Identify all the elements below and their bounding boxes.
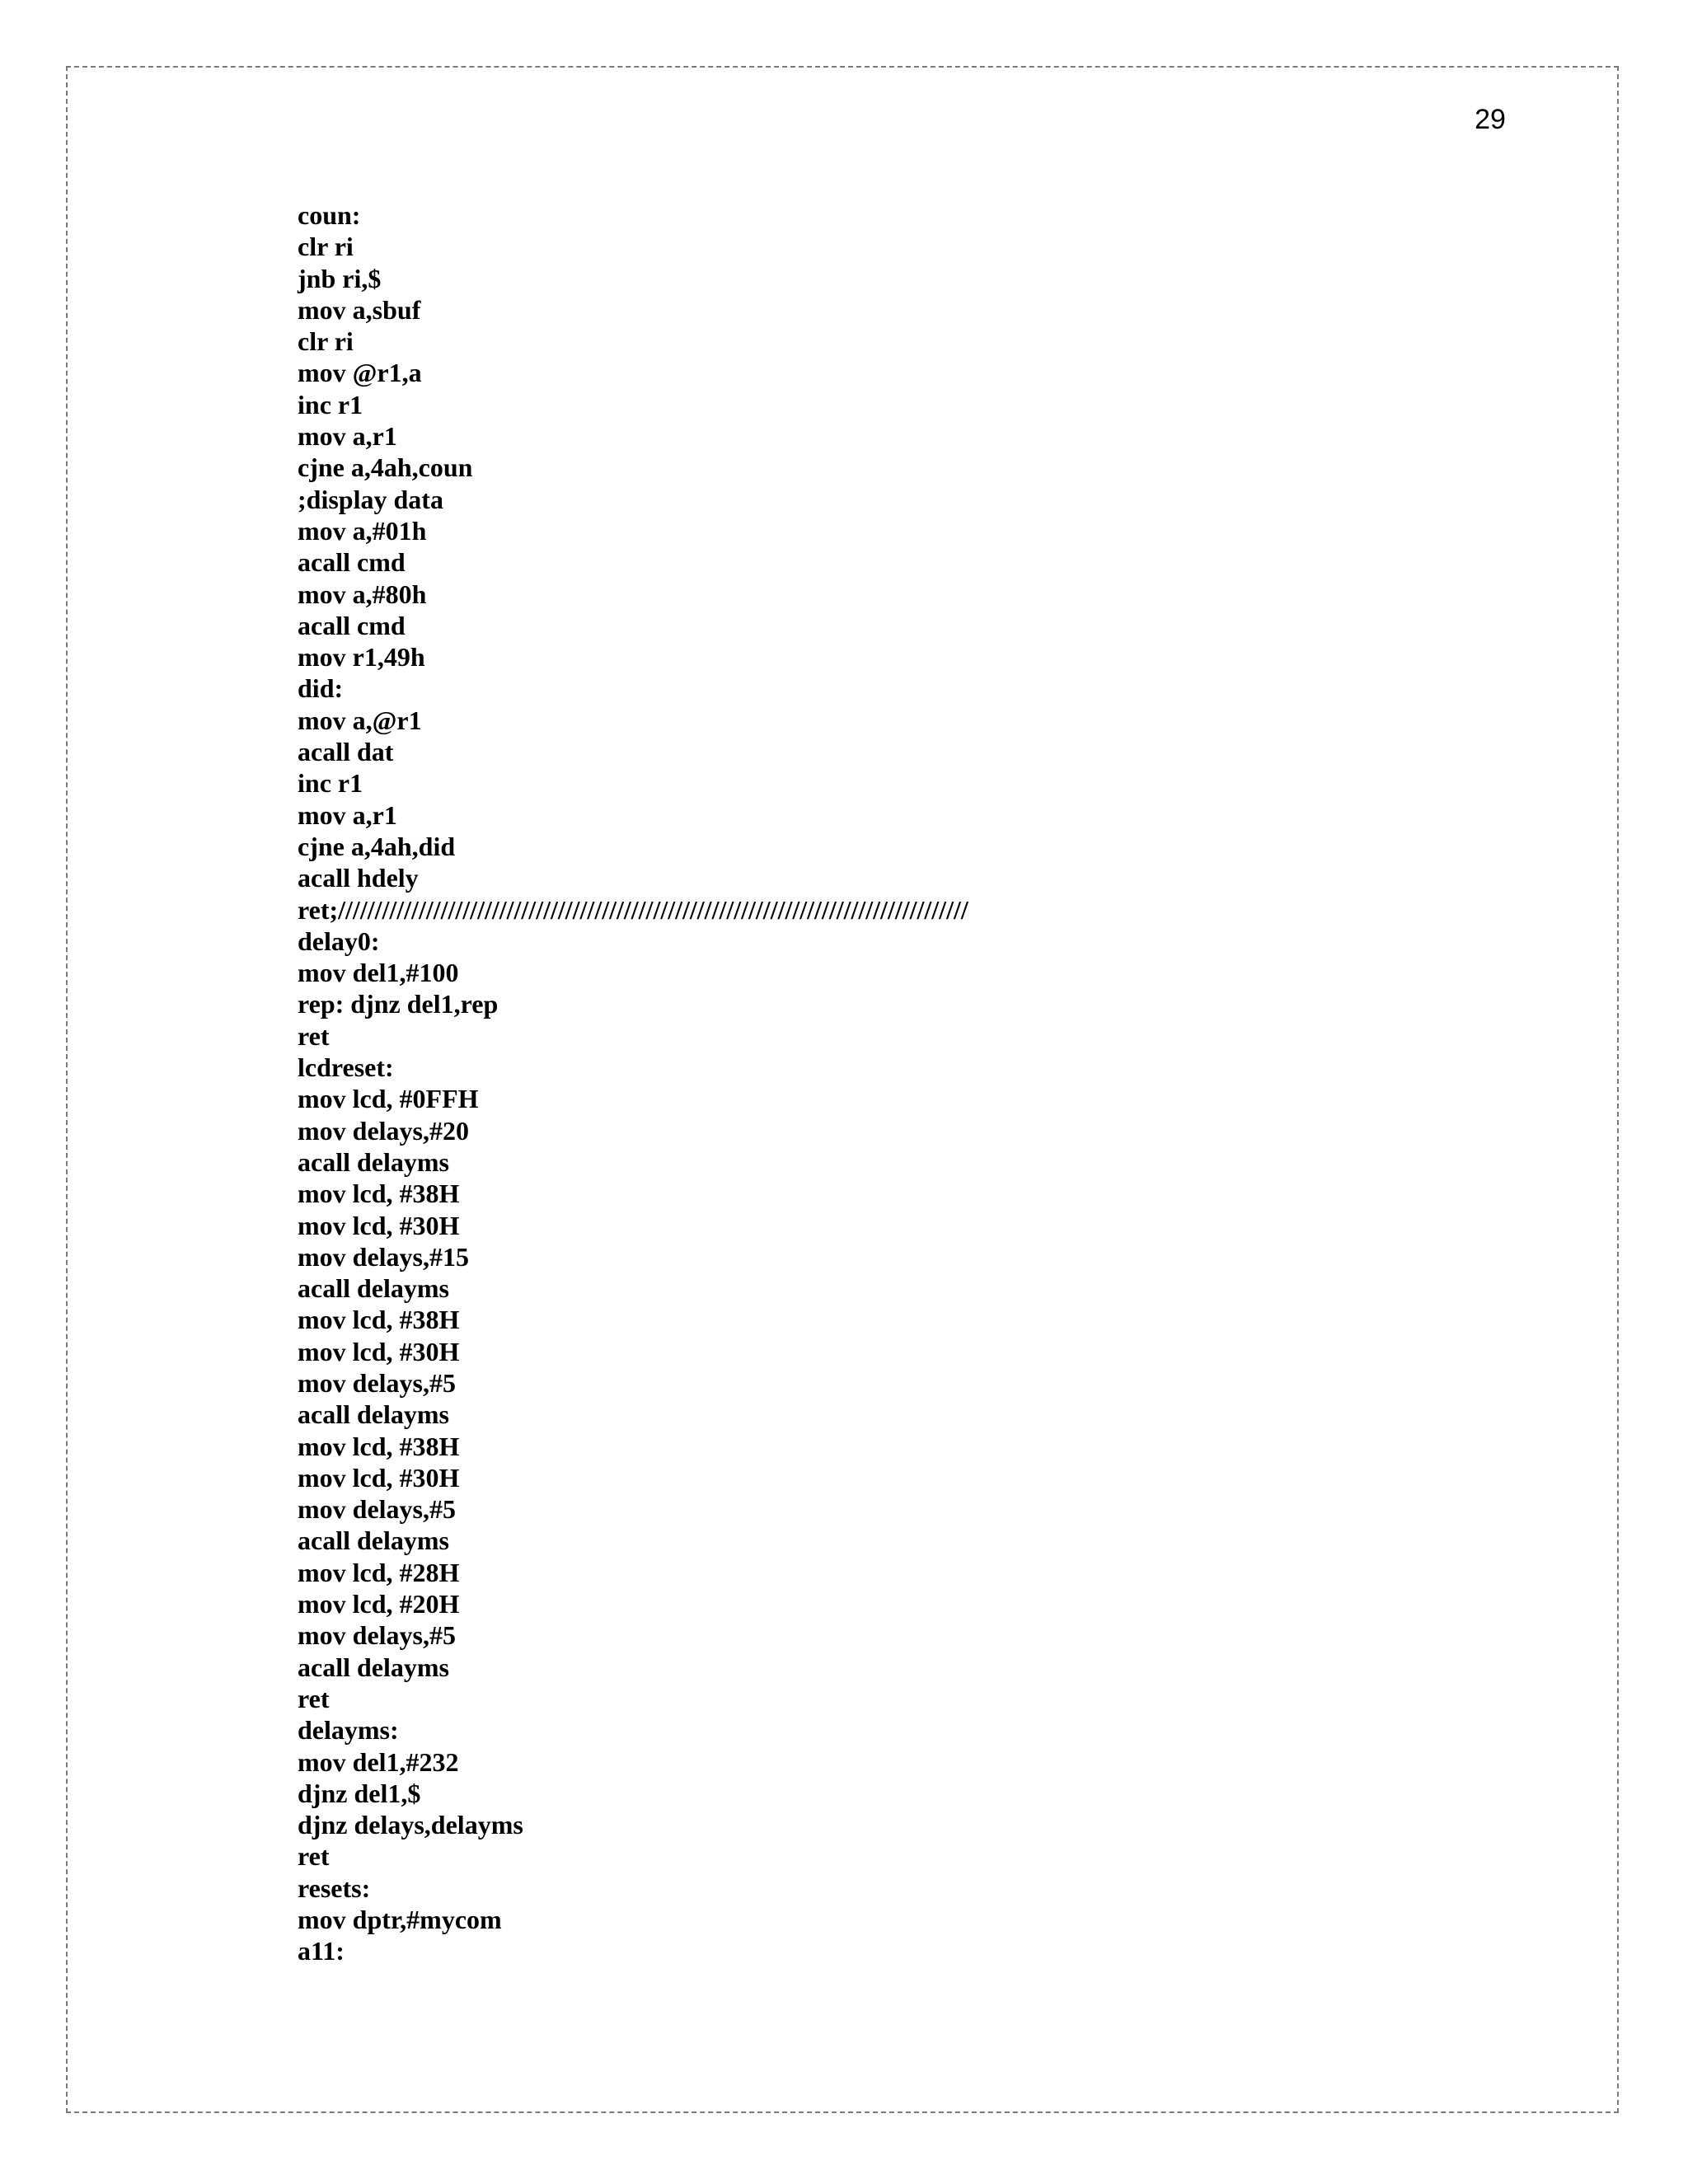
code-line: mov delays,#5: [298, 1620, 456, 1651]
code-line: mov a,sbuf: [298, 294, 421, 325]
code-line: resets:: [298, 1872, 371, 1903]
code-line: mov lcd, #30H: [298, 1462, 460, 1493]
code-line: ret: [298, 1841, 330, 1872]
code-line: mov delays,#5: [298, 1494, 456, 1525]
code-line: mov a,@r1: [298, 705, 422, 735]
code-line: cjne a,4ah,coun: [298, 452, 473, 483]
code-line: acall delayms: [298, 1146, 449, 1177]
code-listing: [298, 199, 968, 1967]
code-line: delay0:: [298, 926, 380, 956]
code-line: mov a,r1: [298, 799, 397, 830]
code-line: djnz del1,$: [298, 1778, 421, 1808]
code-line: acall delayms: [298, 1526, 449, 1556]
code-line: clr ri: [298, 326, 354, 357]
code-line: acall delayms: [298, 1399, 449, 1430]
page-number: 29: [1475, 104, 1506, 135]
code-line: mov dptr,#mycom: [298, 1905, 502, 1935]
code-line: acall dat: [298, 737, 394, 767]
code-line: mov lcd, #30H: [298, 1336, 460, 1366]
code-line: lcdreset:: [298, 1052, 394, 1083]
code-line: ret: [298, 1683, 330, 1713]
code-line: acall delayms: [298, 1652, 449, 1682]
code-line: clr ri: [298, 232, 354, 262]
code-line: mov r1,49h: [298, 642, 425, 673]
code-line: mov a,#80h: [298, 579, 427, 609]
code-line: acall hdely: [298, 863, 419, 893]
code-line: inc r1: [298, 389, 363, 419]
code-line: ;display data: [298, 484, 443, 514]
code-line: mov lcd, #38H: [298, 1431, 460, 1461]
code-line: acall cmd: [298, 610, 406, 640]
code-line: ret: [298, 1020, 330, 1051]
code-line: did:: [298, 673, 344, 704]
code-line: djnz delays,delayms: [298, 1810, 523, 1840]
code-line: acall delayms: [298, 1273, 449, 1304]
code-line: mov lcd, #28H: [298, 1557, 460, 1587]
code-line: mov lcd, #38H: [298, 1305, 460, 1335]
code-line: mov lcd, #30H: [298, 1210, 460, 1240]
code-line: delayms:: [298, 1715, 399, 1746]
code-line: mov delays,#20: [298, 1115, 469, 1146]
code-line: mov lcd, #38H: [298, 1179, 460, 1209]
code-line: mov a,r1: [298, 421, 397, 452]
code-line: acall cmd: [298, 547, 406, 578]
code-line: jnb ri,$: [298, 263, 382, 293]
code-line: coun:: [298, 200, 361, 230]
code-line: a11:: [298, 1936, 345, 1966]
code-line: ret;//////////////////////////////////////////////////////////////////////////////////////: [298, 894, 968, 925]
code-line: mov del1,#100: [298, 958, 459, 988]
code-line: inc r1: [298, 768, 363, 799]
code-line: mov lcd, #20H: [298, 1589, 460, 1619]
code-line: mov delays,#15: [298, 1241, 469, 1272]
code-line: cjne a,4ah,did: [298, 831, 456, 861]
code-line: rep: djnz del1,rep: [298, 989, 499, 1019]
code-line: mov a,#01h: [298, 515, 427, 546]
code-line: mov delays,#5: [298, 1367, 456, 1398]
code-line: mov del1,#232: [298, 1746, 459, 1777]
code-line: mov lcd, #0FFH: [298, 1084, 479, 1114]
code-line: mov @r1,a: [298, 358, 422, 388]
